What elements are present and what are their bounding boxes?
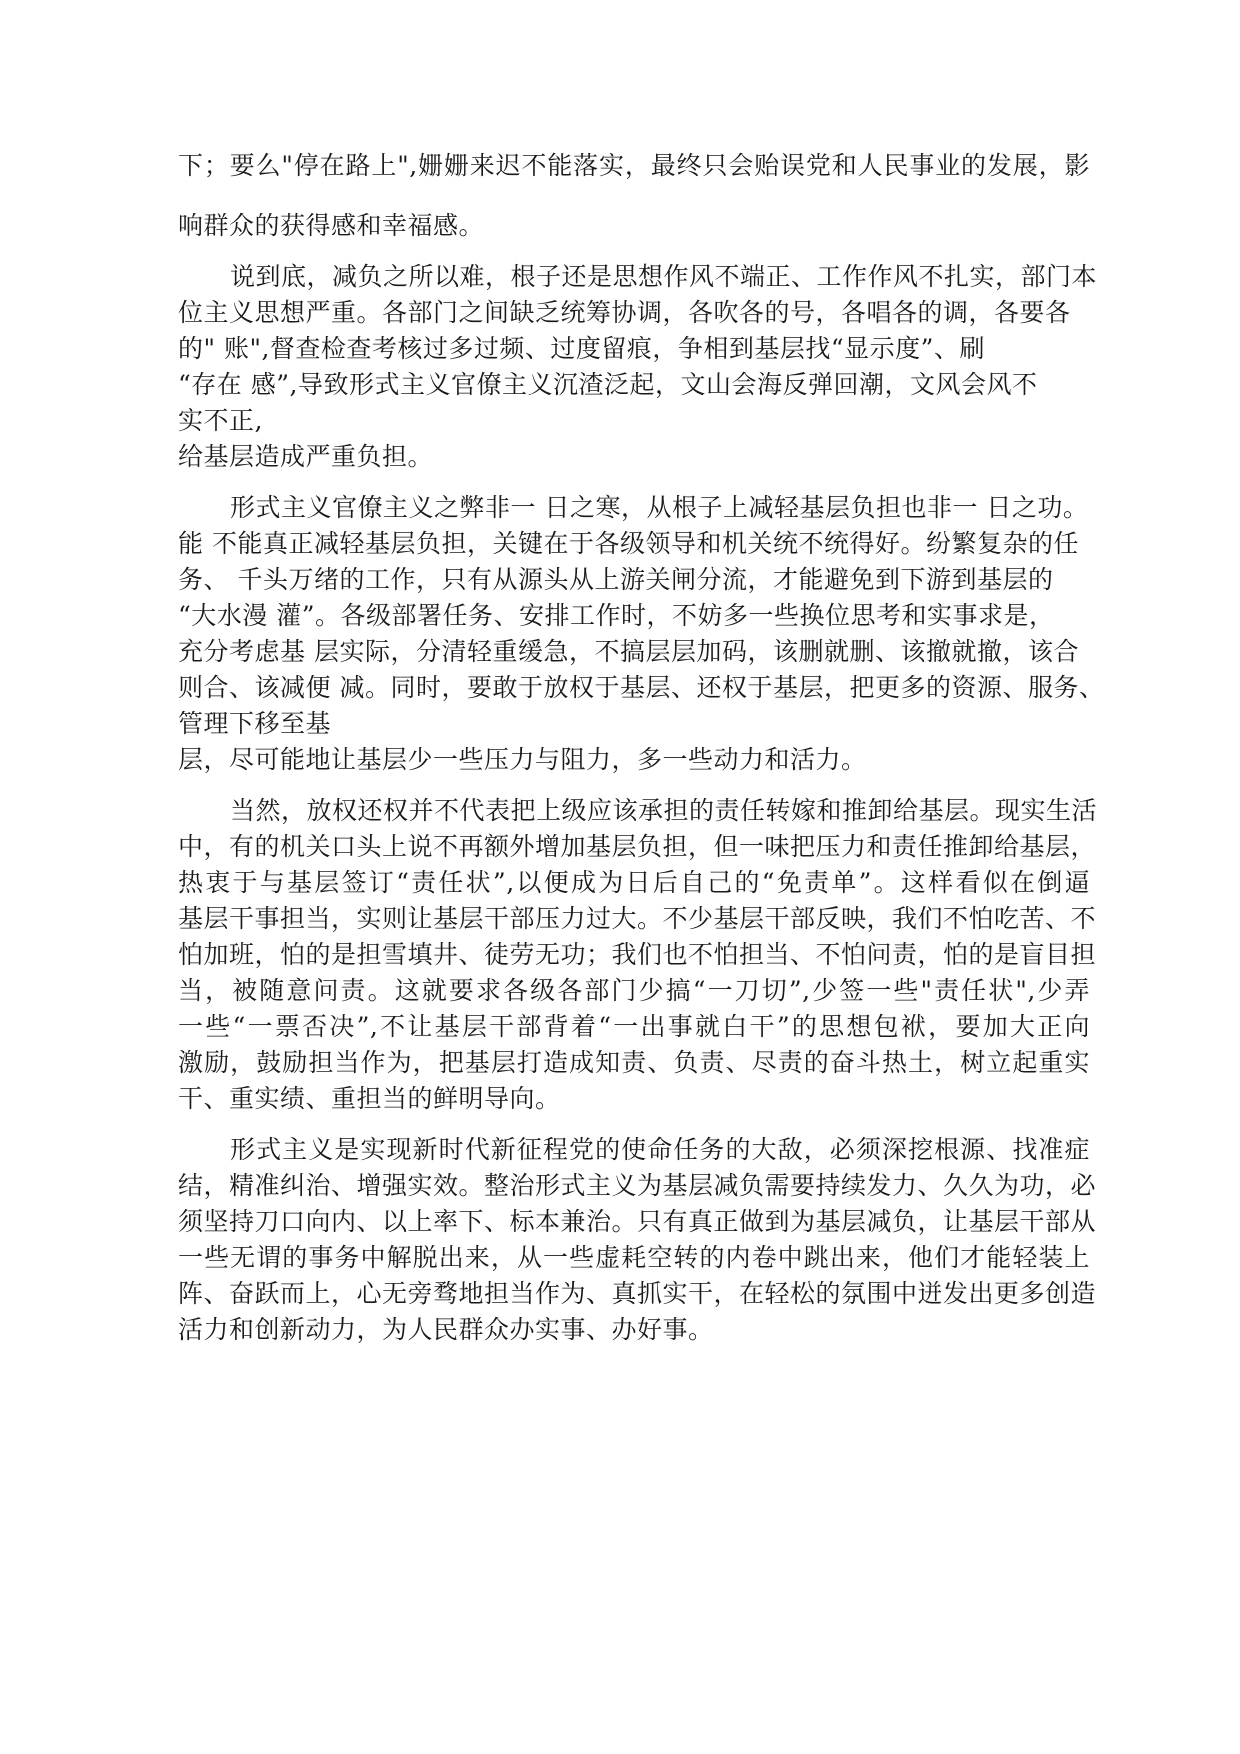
paragraph-line: 能 不能真正减轻基层负担，关键在于各级领导和机关统不统得好。纷繁复杂的任 [178, 529, 1079, 558]
paragraph-line: 说到底，减负之所以难，根子还是思想作风不端正、工作作风不扎实，部门本 [230, 262, 1098, 291]
paragraph-2 [178, 259, 1098, 475]
paragraph-line: 给基层造成严重负担。 [178, 442, 434, 471]
paragraph-line: “存在 感”,导致形式主义官僚主义沉渣泛起，文山会海反弹回潮，文风会风不 [178, 370, 1038, 399]
paragraph-line: 的" 账",督查检查考核过多过频、过度留痕，争相到基层找“显示度”、刷 [178, 334, 985, 363]
paragraph-line: 一些无谓的事务中解脱出来，从一些虚耗空转的内卷中跳出来，他们才能轻装上 [178, 1243, 1090, 1272]
paragraph-line: 则合、该减便 减。同时，要敢于放权于基层、还权于基层，把更多的资源、服务、 [178, 673, 1105, 702]
paragraph-line: 热衷于与基层签订“责任状”,以便成为日后自己的“免责单”。这样看似在倒逼 [178, 868, 1090, 897]
paragraph-line: 实不正, [178, 406, 263, 435]
paragraph-line: 层，尽可能地让基层少一些压力与阻力，多一些动力和活力。 [178, 745, 867, 774]
paragraph-line: 结，精准纠治、增强实效。整治形式主义为基层减负需要持续发力、久久为功，必 [178, 1171, 1097, 1200]
paragraph-3 [178, 490, 1105, 778]
paragraph-5 [178, 1132, 1097, 1348]
paragraph-line: 活力和创新动力，为人民群众办实事、办好事。 [178, 1315, 714, 1344]
paragraph-line: 须坚持刀口向内、以上率下、标本兼治。只有真正做到为基层减负，让基层干部从 [178, 1207, 1097, 1236]
paragraph-line: 充分考虑基 层实际，分清轻重缓急，不搞层层加码，该删就删、该撤就撤，该合 [178, 637, 1079, 666]
paragraph-line: 形式主义官僚主义之弊非一 日之寒，从根子上减轻基层负担也非一 日之功。 [230, 493, 1089, 522]
paragraph-line: 务、 千头万绪的工作，只有从源头从上游关闸分流，才能避免到下游到基层的 [178, 565, 1054, 594]
paragraph-line: 阵、奋跃而上，心无旁骛地担当作为、真抓实干，在轻松的氛围中迸发出更多创造 [178, 1279, 1097, 1308]
paragraph-line: 干、重实绩、重担当的鲜明导向。 [178, 1084, 561, 1113]
paragraph-line: 基层干事担当，实则让基层干部压力过大。不少基层干部反映，我们不怕吃苦、不 [178, 904, 1097, 933]
paragraph-line: 中，有的机关口头上说不再额外增加基层负担，但一味把压力和责任推卸给基层， [178, 832, 1097, 861]
paragraph-line: 下；要么"停在路上",姗姗来迟不能落实，最终只会贻误党和人民事业的发展，影 [178, 151, 1090, 180]
paragraph-line: 怕加班，怕的是担雪填井、徒劳无功；我们也不怕担当、不怕问责，怕的是盲目担 [178, 940, 1097, 969]
paragraph-line: 形式主义是实现新时代新征程党的使命任务的大敌，必须深挖根源、找准症 [230, 1135, 1090, 1164]
paragraph-line: “大水漫 灌”。各级部署任务、安排工作时，不妨多一些换位思考和实事求是， [178, 601, 1055, 630]
paragraph-line: 管理下移至基 [178, 709, 332, 738]
paragraph-line: 一些“一票否决”,不让基层干部背着“一出事就白干”的思想包袱，要加大正向 [178, 1012, 1090, 1041]
paragraph-line: 当，被随意问责。这就要求各级各部门少搞“一刀切”,少签一些"责任状",少弄 [178, 976, 1090, 1005]
paragraph-4 [178, 793, 1098, 1117]
paragraph-line: 当然，放权还权并不代表把上级应该承担的责任转嫁和推卸给基层。现实生活 [230, 796, 1098, 825]
paragraph-line: 激励，鼓励担当作为，把基层打造成知责、负责、尽责的奋斗热土，树立起重实 [178, 1048, 1090, 1077]
paragraph-line: 响群众的获得感和幸福感。 [178, 211, 485, 240]
paragraph-line: 位主义思想严重。各部门之间缺乏统筹协调，各吹各的号，各唱各的调，各要各 [178, 298, 1071, 327]
paragraph-1 [178, 148, 1090, 244]
document-body [178, 148, 1105, 1348]
